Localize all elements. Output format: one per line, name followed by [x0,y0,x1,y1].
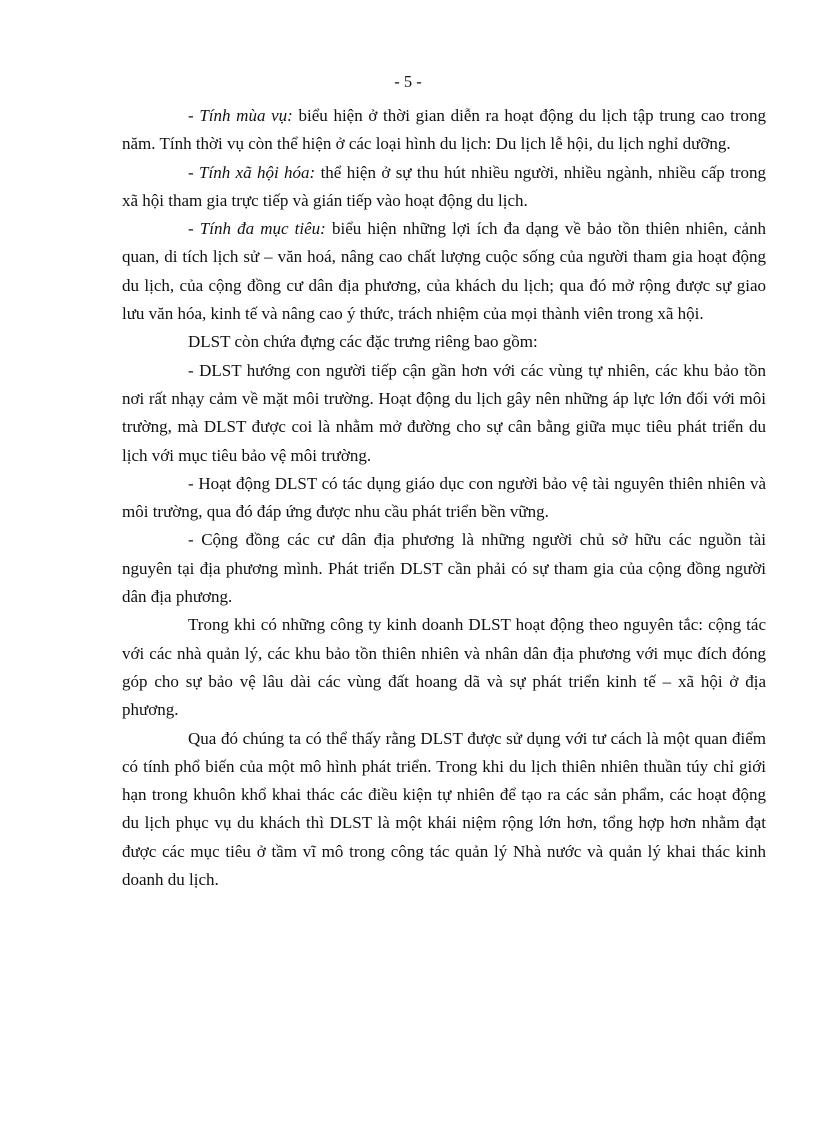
paragraph-companies [122,611,766,724]
paragraph-seasonality [122,102,766,159]
paragraph-text: Trong khi có những công ty kinh doanh DLST hoạt động theo nguyên tắc: cộng tác với các nhà quản lý, các khu bảo tồn thiên nhiên và nhân dân địa phương với mục đích đóng góp cho sự bảo vệ lâu dài các vùng đất hoang dã và sự phát triển kinh tế – xã hội ở địa phương. [122,615,766,720]
paragraph-text: thể hiện ở sự thu hút nhiều người, nhiều ngành, nhiều cấp trong xã hội tham gia trực tiếp và gián tiếp vào hoạt động du lịch. [122,162,766,210]
paragraph-text: Qua đó chúng ta có thể thấy rằng DLST được sử dụng với tư cách là một quan điểm có tính phổ biến của một mô hình phát triển. Trong khi du lịch thiên nhiên thuần túy chỉ giới hạn trong khuôn khổ khai thác các điều kiện tự nhiên để tạo ra các sản phẩm, các hoạt động du lịch phục vụ du khách thì DLST là một khái niệm rộng lớn hơn, tổng hợp hơn nhằm đạt được các mục tiêu ở tầm vĩ mô trong công tác quản lý Nhà nước và quản lý khai thác kinh doanh du lịch. [122,728,766,890]
paragraph-label: - Tính đa mục tiêu: [188,219,326,239]
paragraph-text: - Hoạt động DLST có tác dụng giáo dục con người bảo vệ tài nguyên thiên nhiên và môi trường, qua đó đáp ứng được nhu cầu phát triển bền vững. [122,473,766,522]
paragraph-label: - Tính xã hội hóa: [188,162,316,182]
paragraph-text: DLST còn chứa đựng các đặc trưng riêng bao gồm: [188,332,538,352]
paragraph-text: biểu hiện ở thời gian diễn ra hoạt động du lịch tập trung cao trong năm. Tính thời vụ còn thể hiện ở các loại hình du lịch: Du lịch lễ hội, du lịch nghỉ dưỡng. [122,106,766,154]
paragraph-education [122,470,766,527]
paragraph-socialization [122,159,766,216]
paragraph-characteristics-intro [122,328,766,356]
body-text [122,102,766,894]
paragraph-community [122,526,766,611]
paragraph-text: - DLST hướng con người tiếp cận gần hơn với các vùng tự nhiên, các khu bảo tồn nơi rất nhạy cảm về mặt môi trường. Hoạt động du lịch gây nên những áp lực lớn đối với môi trường, mà DLST được coi là nhằm mở đường cho sự cân bằng giữa mục tiêu phát triển du lịch với mục tiêu bảo vệ môi trường. [122,360,766,465]
paragraph-text: - Cộng đồng các cư dân địa phương là những người chủ sở hữu các nguồn tài nguyên tại địa phương mình. Phát triển DLST cần phải có sự tham gia của cộng đồng người dân địa phương. [122,530,766,607]
paragraph-multi-objective [122,215,766,328]
paragraph-nature-access [122,357,766,470]
page-number: - 5 - [394,72,422,91]
paragraph-label: - Tính mùa vụ: [188,106,293,125]
paragraph-text: biểu hiện những lợi ích đa dạng về bảo tồn thiên nhiên, cảnh quan, di tích lịch sử – văn hoá, nâng cao chất lượng cuộc sống của người tham gia hoạt động du lịch, của cộng đồng cư dân địa phương, của khách du lịch; qua đó mở rộng được sự giao lưu văn hóa, kinh tế và nâng cao ý thức, trách nhiệm của mọi thành viên trong xã hội. [122,219,766,324]
paragraph-conclusion [122,725,766,895]
